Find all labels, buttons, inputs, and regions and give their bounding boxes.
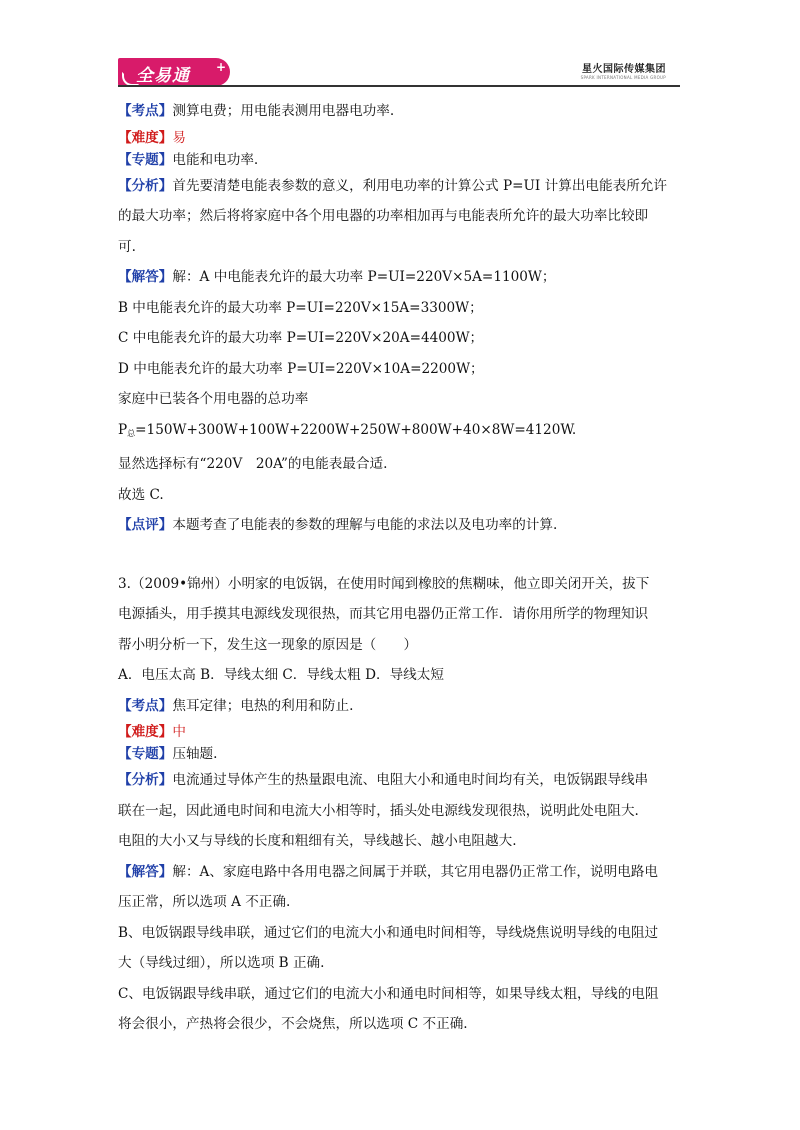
q3-jieda-4: 大（导线过细），所以选项 B 正确. xyxy=(118,955,325,971)
tag-zhuanti: 【专题】 xyxy=(118,746,173,762)
tag-fenxi: 【分析】 xyxy=(118,772,173,788)
q3-options: A．电压太高 B．导线太细 C．导线太粗 D．导线太短 xyxy=(118,667,444,683)
logo-text: 全易通 xyxy=(136,66,190,86)
q2-nandu xyxy=(118,127,688,149)
tag-kaodian: 【考点】 xyxy=(118,697,173,714)
q3-jieda-6: 将会很小，产热将会很少，不会烧焦，所以选项 C 不正确. xyxy=(118,1016,468,1032)
q3-stem-2: 电源插头，用手摸其电源线发现很热，而其它用电器仍正常工作．请你用所学的物理知识 xyxy=(118,606,649,622)
section-gap xyxy=(118,541,688,569)
q2-jieda-7: 显然选择标有“220V 20A”的电能表最合适. xyxy=(118,456,388,472)
q2-dianping-text: 本题考查了电能表的参数的理解与电能的求法以及电功率的计算. xyxy=(172,517,558,533)
logo-plus: + xyxy=(216,60,227,74)
q2-fenxi-1 xyxy=(118,171,688,202)
q3-nandu xyxy=(118,721,688,743)
company-subtitle: SPARK INTERNATIONAL MEDIA GROUP xyxy=(580,75,666,80)
q3-jieda-1 xyxy=(118,857,688,888)
q3-jieda-2: 压正常，所以选项 A 不正确. xyxy=(118,894,291,910)
q2-kaodian xyxy=(118,96,688,127)
q2-jieda-6-formula: =150W+300W+100W+2200W+250W+800W+40×8W=4120W. xyxy=(135,421,577,438)
tag-dianping: 【点评】 xyxy=(118,517,173,533)
q3-jieda-5: C、电饭锅跟导线串联，通过它们的电流大小和通电时间相等，如果导线太粗，导线的电阻 xyxy=(118,985,659,1002)
q2-jieda-text-1: 解：A 中电能表允许的最大功率 P=UI=220V×5A=1100W； xyxy=(172,269,556,285)
q3-nandu-text: 中 xyxy=(172,724,186,740)
q2-jieda-4: D 中电能表允许的最大功率 P=UI=220V×10A=2200W； xyxy=(118,360,484,377)
q2-nandu-text: 易 xyxy=(172,129,186,146)
q3-stem-1: 3.（2009•锦州）小明家的电饭锅，在使用时闻到橡胶的焦糊味，他立即关闭开关，拔下 xyxy=(118,575,650,592)
page-header xyxy=(118,56,680,88)
q2-jieda-8: 故选 C. xyxy=(118,486,164,503)
q3-zhuanti-text: 压轴题. xyxy=(172,746,218,762)
q2-kaodian-text: 测算电费；用电能表测用电器电功率. xyxy=(172,103,395,119)
q3-jieda-text-1: 解：A、家庭电路中各用电器之间属于并联，其它用电器仍正常工作，说明电路电 xyxy=(172,863,658,880)
q3-fenxi-3: 电阻的大小又与导线的长度和粗细有关，导线越长、越小电阻越大. xyxy=(118,833,517,849)
tag-nandu: 【难度】 xyxy=(118,129,173,146)
q2-jieda-3: C 中电能表允许的最大功率 P=UI=220V×20A=4400W； xyxy=(118,330,484,346)
tag-zhuanti: 【专题】 xyxy=(118,151,173,168)
q3-fenxi-text-1: 电流通过导体产生的热量跟电流、电阻大小和通电时间均有关，电饭锅跟导线串 xyxy=(172,772,649,788)
power-subscript: 总 xyxy=(127,428,136,438)
q2-fenxi-2: 的最大功率；然后将将家庭中各个用电器的功率相加再与电能表所允许的最大功率比较即 xyxy=(118,208,649,224)
tag-kaodian: 【考点】 xyxy=(118,103,173,119)
power-symbol: P xyxy=(118,421,128,438)
company-block xyxy=(581,60,666,80)
q3-stem-3: 帮小明分析一下，发生这一现象的原因是（ ） xyxy=(118,636,418,653)
tag-jieda: 【解答】 xyxy=(118,269,173,285)
q2-jieda-1 xyxy=(118,262,688,293)
header-rule xyxy=(118,85,680,87)
q2-jieda-5: 家庭中已装各个用电器的总功率 xyxy=(118,391,309,407)
brand-logo xyxy=(118,58,230,86)
q2-zhuanti-text: 电能和电功率. xyxy=(172,151,259,168)
q3-jieda-3: B、电饭锅跟导线串联，通过它们的电流大小和通电时间相等，导线烧焦说明导线的电阻过 xyxy=(118,924,659,941)
q3-fenxi-1 xyxy=(118,765,688,796)
q2-jieda-2: B 中电能表允许的最大功率 P=UI=220V×15A=3300W； xyxy=(118,299,483,316)
company-name: 星火国际传媒集团 xyxy=(582,64,666,75)
q2-fenxi-text-1: 首先要清楚电能表参数的意义，利用电功率的计算公式 P=UI 计算出电能表所允许 xyxy=(172,177,667,194)
tag-jieda: 【解答】 xyxy=(118,863,173,880)
q3-kaodian-text: 焦耳定律；电热的利用和防止. xyxy=(172,697,354,714)
q3-fenxi-2: 联在一起，因此通电时间和电流大小相等时，插头处电源线发现很热，说明此处电阻大. xyxy=(118,802,639,819)
tag-nandu: 【难度】 xyxy=(118,724,173,740)
q2-dianping xyxy=(118,510,688,541)
document-body xyxy=(118,96,688,1040)
q2-jieda-6 xyxy=(118,415,688,450)
q2-fenxi-3: 可. xyxy=(118,238,136,255)
tag-fenxi: 【分析】 xyxy=(118,177,173,194)
q3-zhuanti xyxy=(118,743,688,765)
q2-zhuanti xyxy=(118,149,688,171)
q3-kaodian xyxy=(118,691,688,722)
